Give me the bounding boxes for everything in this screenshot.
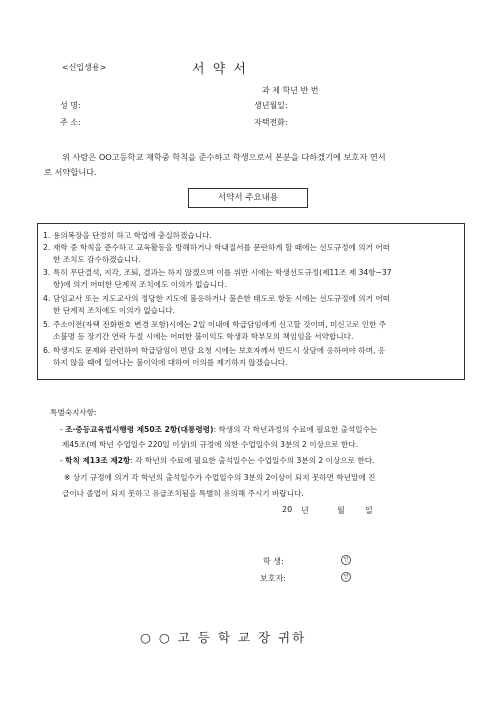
special-notice-3: ※ 상기 규정에 의거 각 학년의 출석일수가 수업일수의 3분의 2이상이 되지 못하면 학년말에 진 xyxy=(64,473,376,482)
summary-item-6 xyxy=(43,345,461,370)
dash-marker: - xyxy=(60,456,66,465)
summary-item-number: 2. xyxy=(43,243,51,252)
guardian-seal xyxy=(341,572,351,582)
summary-item-1 xyxy=(43,230,461,242)
summary-item-number: 4. xyxy=(43,294,51,303)
summary-box-title: 서약서 주요내용 xyxy=(188,188,308,208)
summary-item-text: 주소이전(자택 전화번호 변경 포함)시에는 2일 이내에 학급담임에게 신고할 것이며, 미신고로 인한 주 xyxy=(53,320,387,329)
pledge-intro-line-2: 로 서약합니다. xyxy=(44,167,97,177)
special-notice-title: 특별숙지사항: xyxy=(50,408,97,417)
summary-item-text: 항)에 의거 어떠한 단계적 조치에도 이의가 없습니다. xyxy=(53,280,227,290)
student-signature-label: 학 생: xyxy=(263,557,284,566)
summary-item-text: 재학 중 학칙을 준수하고 교육활동을 방해하거나 학내질서를 문란하게 할 때에는 선도규정에 의거 어떠 xyxy=(53,243,391,252)
summary-item-text: 소불명 등 장기간 연락 두절 시에는 어떠한 불이익도 학생과 학부모의 책임임을 서약합니다. xyxy=(53,332,354,342)
date-year: 년 xyxy=(301,506,309,515)
summary-item-text: 하지 않을 때에 일어나는 불이익에 대하여 이의를 제기하지 않겠습니다. xyxy=(53,358,288,368)
summary-item-4 xyxy=(43,293,461,318)
summary-item-text: 특히 무단결석, 지각, 조퇴, 결과는 하지 않겠으며 이를 위반 시에는 학생선도규정(제11조 제 34항~37 xyxy=(53,268,392,277)
summary-item-2 xyxy=(43,242,461,267)
school-rule-reference: 학칙 제13조 제2항 xyxy=(65,456,131,465)
summary-item-text: 용의복장을 단정히 하고 학업에 충실하겠습니다. xyxy=(53,231,212,240)
home-phone-label: 자택전화: xyxy=(254,118,288,127)
date-month: 월 xyxy=(337,506,345,515)
birthdate-label: 생년월일: xyxy=(254,101,288,110)
law-text: : 학생의 각 학년과정의 수료에 필요한 출석일수는 xyxy=(213,425,378,434)
summary-item-5 xyxy=(43,319,461,344)
seal-icon: 인 xyxy=(341,572,351,582)
school-rule-text: : 각 학년의 수료에 필요한 출석일수는 수업일수의 3분의 2 이상으로 한다. xyxy=(130,456,375,465)
date-day: 일 xyxy=(365,506,373,515)
student-seal xyxy=(341,555,351,565)
dash-marker: - xyxy=(60,425,66,434)
pledge-intro-line-1: 위 사람은 OO고등학교 재학중 학칙을 준수하고 학생으로서 본분을 다하겠기에 보호자 연서 xyxy=(62,152,386,162)
summary-item-number: 3. xyxy=(43,268,51,277)
document-title: 서 약 서 xyxy=(192,62,248,77)
summary-item-text: 한 조치도 감수하겠습니다. xyxy=(53,255,141,265)
summary-item-text: 한 단계적 조치에도 이의가 없습니다. xyxy=(53,306,176,316)
seal-icon: 인 xyxy=(341,555,351,565)
name-label: 성 명: xyxy=(60,101,81,110)
class-info-line: 과 제 학년 반 번 xyxy=(262,86,319,95)
address-label: 주 소: xyxy=(60,118,81,127)
document-tag: <신입생용> xyxy=(62,63,107,72)
special-notice-2 xyxy=(60,455,374,466)
summary-item-number: 1. xyxy=(43,231,51,240)
date-year-prefix: 20 xyxy=(282,505,293,514)
law-reference: 조·중등교육법시행령 제50조 2항(대통령령) xyxy=(65,425,214,434)
special-notice-1-cont: 제45조(매 학년 수업일수 220일 이상)의 규정에 의한 수업일수의 3분의 2 이상으로 한다. xyxy=(62,440,359,449)
special-notice-3-cont: 급이나 졸업이 되지 못하고 유급조치됨을 특별히 유의해 주시기 바랍니다. xyxy=(62,489,304,498)
summary-item-text: 학생지도 문제와 관련하여 학급담임이 면담 요청 시에는 보호자께서 반드시 상담에 응하여야 하며, 응 xyxy=(53,346,386,355)
summary-item-number: 5. xyxy=(43,320,51,329)
summary-item-number: 6. xyxy=(43,346,51,355)
summary-item-text: 담임교사 또는 지도교사의 정당한 지도에 불응하거나 불손한 태도로 항동 시에는 선도규정에 의거 어떠 xyxy=(53,294,391,303)
summary-item-3 xyxy=(43,267,461,292)
special-notice-1 xyxy=(60,424,377,435)
recipient-line: ○ ○ 고 등 학 교 장 귀하 xyxy=(140,630,307,645)
guardian-signature-label: 보호자: xyxy=(260,574,286,583)
